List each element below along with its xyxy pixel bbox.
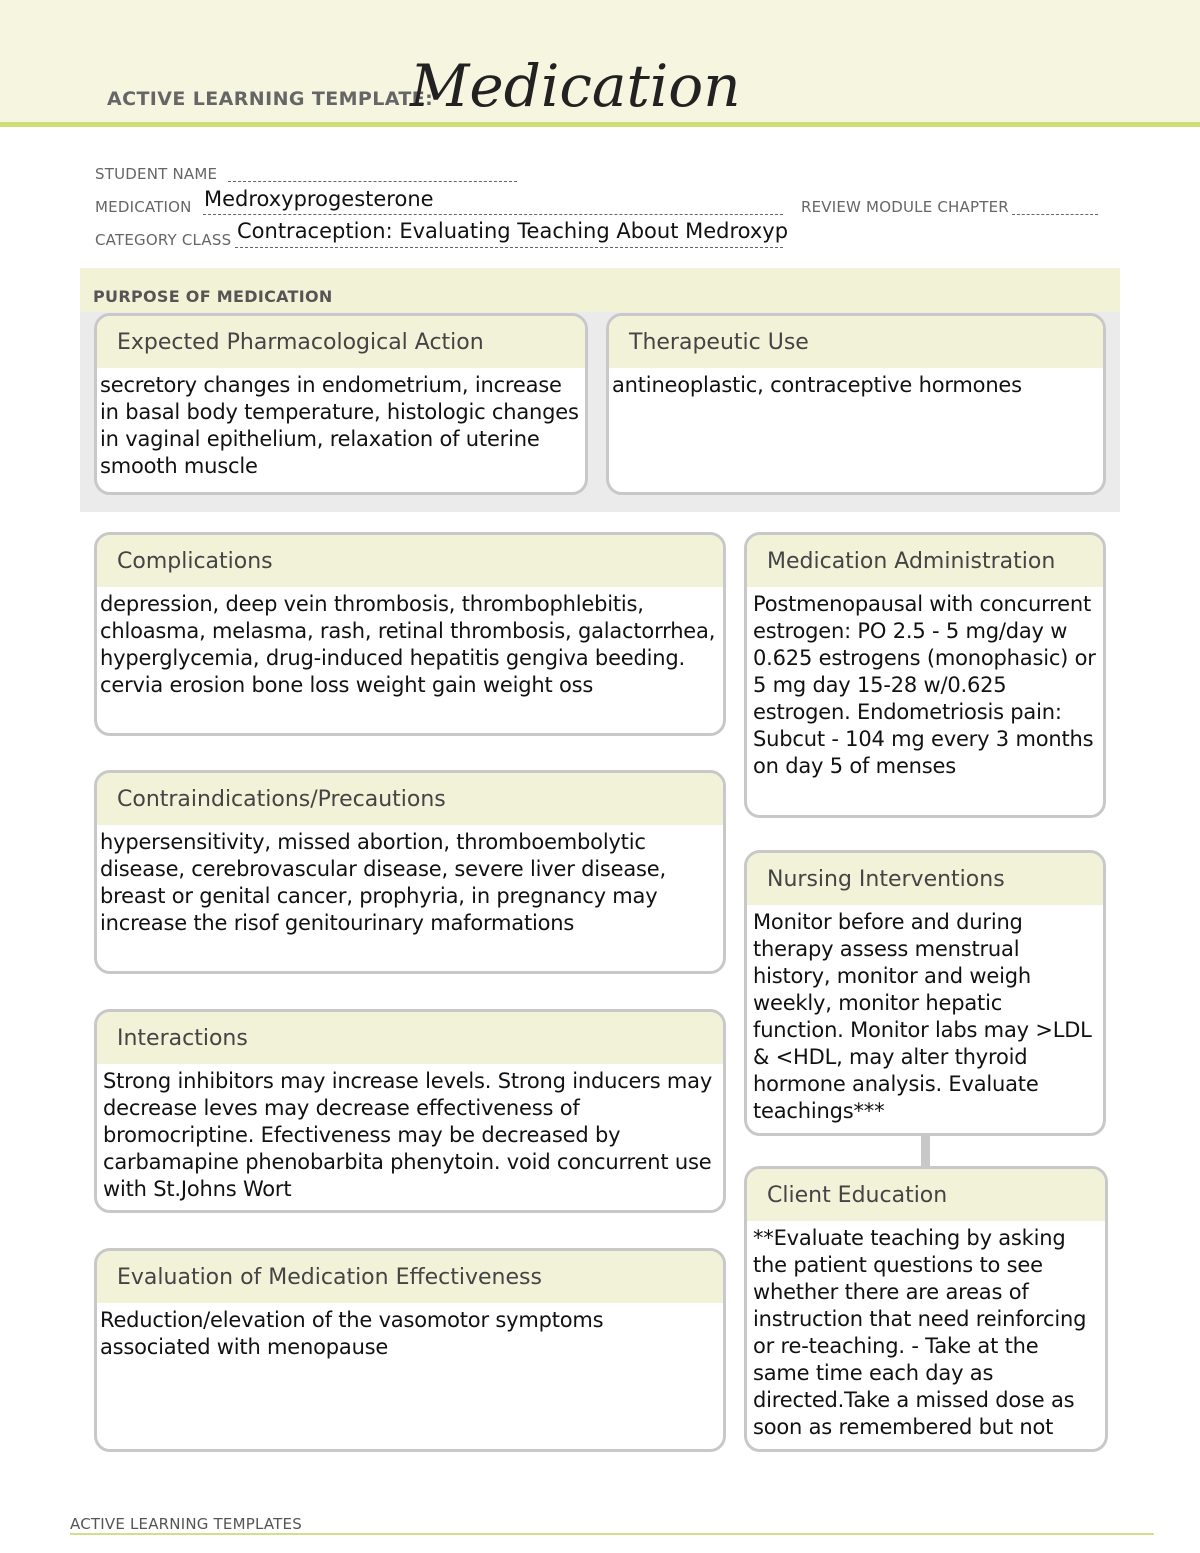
section-connector bbox=[921, 1133, 930, 1167]
interactions-title: Interactions bbox=[97, 1012, 723, 1064]
therapeutic-use-text[interactable]: antineoplastic, contraceptive hormones bbox=[612, 373, 1022, 397]
expected-action-text[interactable]: secretory changes in endometrium, increase in basal body temperature, histologic changes in vaginal epithelium, relaxation of uterine smooth muscle bbox=[100, 373, 579, 478]
complications-box bbox=[94, 532, 726, 736]
client-education-box bbox=[744, 1166, 1108, 1452]
medication-field[interactable]: Medroxyprogesterone bbox=[204, 187, 434, 211]
therapeutic-use-title: Therapeutic Use bbox=[609, 316, 1103, 368]
purpose-label: PURPOSE OF MEDICATION bbox=[93, 287, 333, 306]
nursing-interventions-box bbox=[744, 850, 1106, 1136]
contraindications-box bbox=[94, 770, 726, 974]
client-education-text[interactable]: **Evaluate teaching by asking the patient questions to see whether there are areas of instruction that need reinforcing or re-teaching. - Take at the same time each day as directed.Take a missed dose as soon as remembered but not bbox=[753, 1226, 1087, 1439]
complications-title: Complications bbox=[97, 535, 723, 587]
student-name-line bbox=[228, 181, 517, 182]
contraindications-title: Contraindications/Precautions bbox=[97, 773, 723, 825]
category-class-field[interactable]: Contraception: Evaluating Teaching About Medroxyp bbox=[237, 219, 789, 243]
complications-text[interactable]: depression, deep vein thrombosis, thrombophlebitis, chloasma, melasma, rash, retinal thrombosis, galactorrhea, hyperglycemia, drug-induced hepatitis gengiva beeding. cervia erosion bone loss weight gain weight oss bbox=[100, 592, 716, 697]
review-module-label: REVIEW MODULE CHAPTER bbox=[801, 198, 1009, 216]
evaluation-box bbox=[94, 1248, 726, 1452]
review-module-line bbox=[1012, 214, 1098, 215]
footer-label: ACTIVE LEARNING TEMPLATES bbox=[70, 1515, 302, 1533]
contraindications-text[interactable]: hypersensitivity, missed abortion, thromboembolytic disease, cerebrovascular disease, severe liver disease, breast or genital cancer, prophyria, in pregnancy may increase the risof genitourinary maformations bbox=[100, 830, 666, 935]
medication-line bbox=[203, 214, 783, 215]
category-class-line bbox=[235, 247, 783, 248]
evaluation-text[interactable]: Reduction/elevation of the vasomotor symptoms associated with menopause bbox=[100, 1308, 604, 1359]
category-class-label: CATEGORY CLASS bbox=[95, 231, 232, 249]
header-rule bbox=[0, 122, 1200, 127]
medication-label: MEDICATION bbox=[95, 198, 192, 216]
evaluation-title: Evaluation of Medication Effectiveness bbox=[97, 1251, 723, 1303]
therapeutic-use-box bbox=[606, 313, 1106, 495]
nursing-interventions-text[interactable]: Monitor before and during therapy assess menstrual history, monitor and weigh weekly, monitor hepatic function. Monitor labs may >LDL & <HDL, may alter thyroid hormone analysis. Evaluate teachings*** bbox=[753, 910, 1092, 1123]
interactions-box bbox=[94, 1009, 726, 1213]
nursing-interventions-title: Nursing Interventions bbox=[747, 853, 1103, 905]
expected-action-title: Expected Pharmacological Action bbox=[97, 316, 585, 368]
administration-title: Medication Administration bbox=[747, 535, 1103, 587]
interactions-text[interactable]: Strong inhibitors may increase levels. Strong inducers may decrease leves may decrease effectiveness of bromocriptine. Efectiveness may be decreased by carbamapine phenobarbita phenytoin. void concurrent use with St.Johns Wort bbox=[103, 1069, 713, 1201]
template-label: ACTIVE LEARNING TEMPLATE: bbox=[107, 88, 434, 110]
administration-text[interactable]: Postmenopausal with concurrent estrogen: PO 2.5 - 5 mg/day w 0.625 estrogens (monophasic) or 5 mg day 15-28 w/0.625 estrogen. Endometriosis pain: Subcut - 104 mg every 3 months on day 5 of menses bbox=[753, 592, 1096, 778]
expected-action-box bbox=[94, 313, 588, 495]
administration-box bbox=[744, 532, 1106, 818]
template-title: Medication bbox=[410, 52, 741, 120]
client-education-title: Client Education bbox=[747, 1169, 1105, 1221]
footer-rule bbox=[70, 1533, 1154, 1535]
student-name-label: STUDENT NAME bbox=[95, 165, 218, 183]
